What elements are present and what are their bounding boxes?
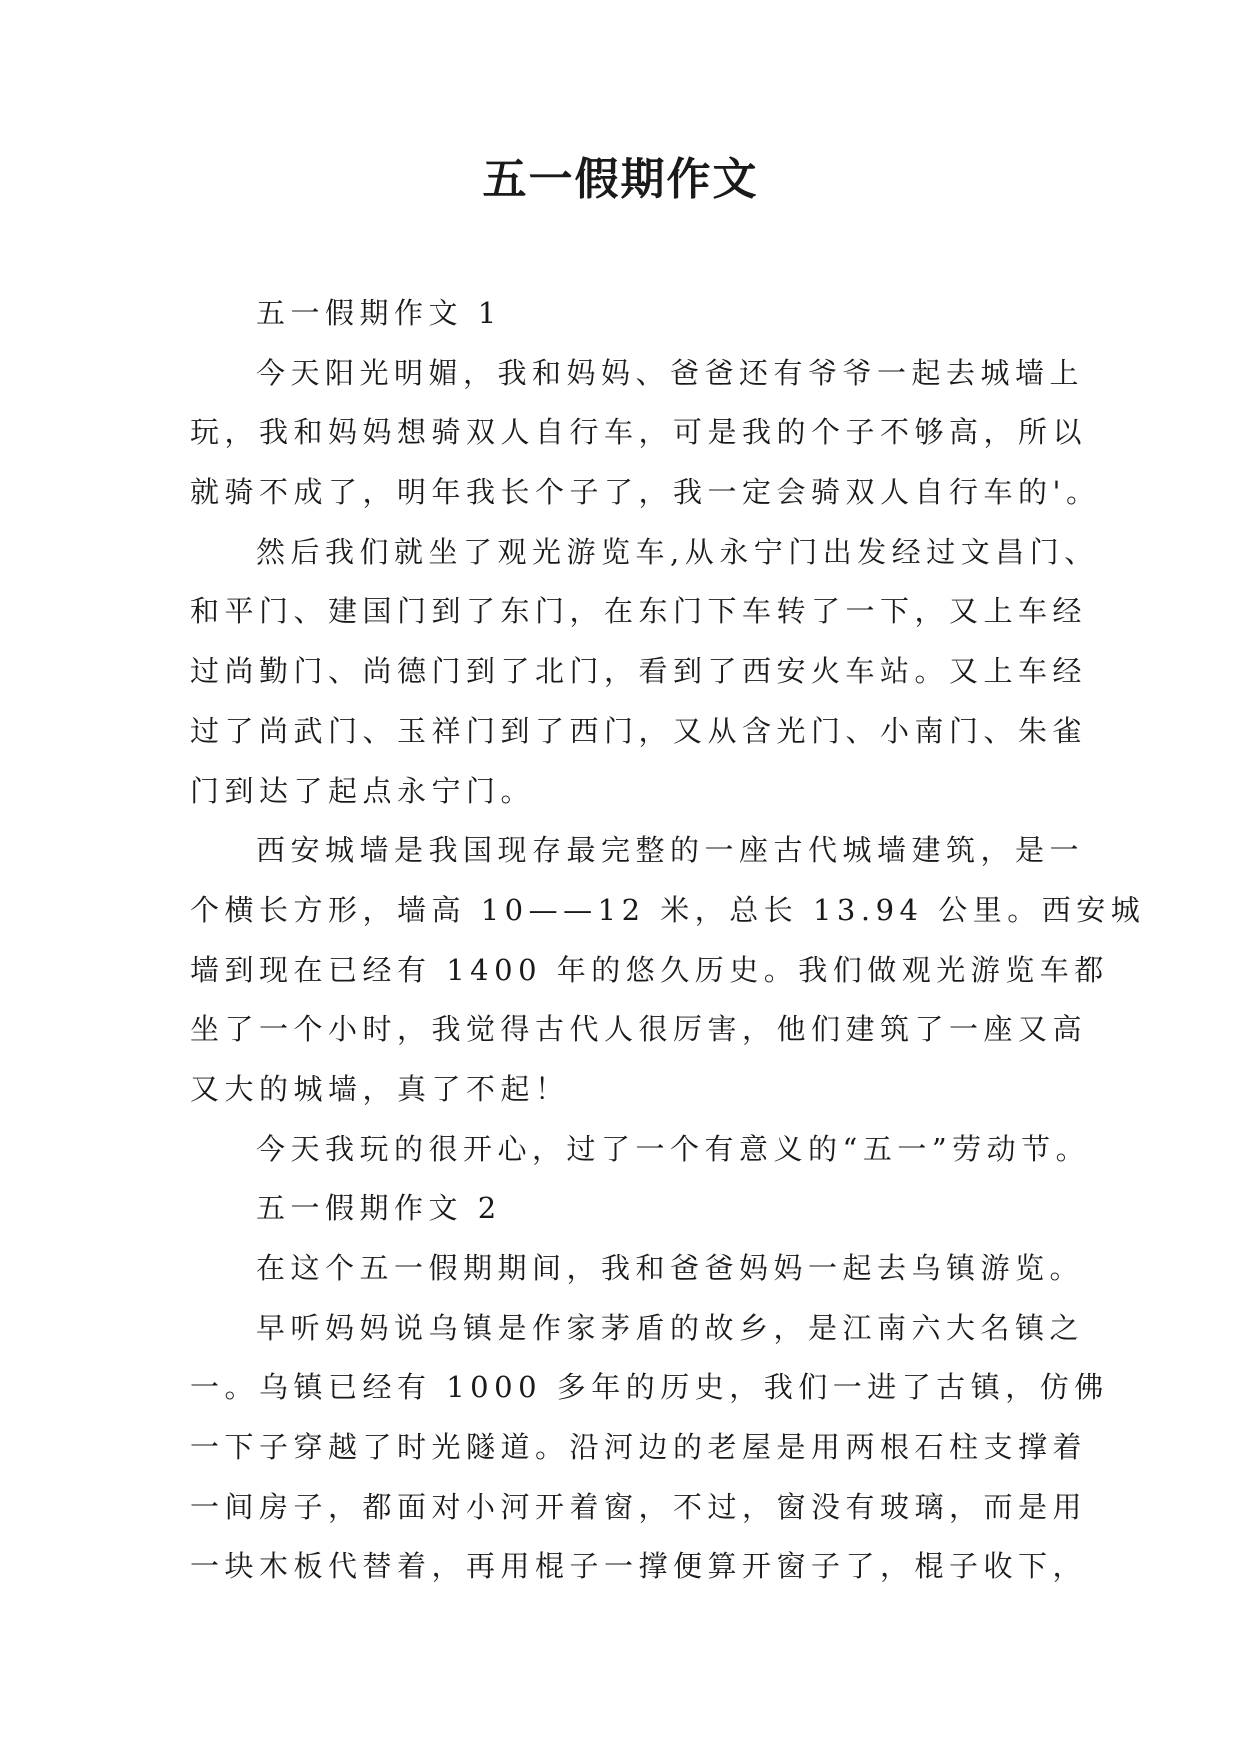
text-line: 个横长方形，墙高 10——12 米，总长 13.94 公里。西安城 xyxy=(190,892,1146,927)
text-line: 一。乌镇已经有 1000 多年的历史，我们一进了古镇，仿佛 xyxy=(190,1370,1109,1405)
text-line: 墙到现在已经有 1400 年的悠久历史。我们做观光游览车都 xyxy=(190,952,1109,987)
text-line: 五一假期作文 2 xyxy=(256,1191,502,1226)
document-body xyxy=(190,284,1146,1597)
text-line: 今天阳光明媚，我和妈妈、爸爸还有爷爷一起去城墙上 xyxy=(256,355,1085,390)
text-line: 一下子穿越了时光隧道。沿河边的老屋是用两根石柱支撑着 xyxy=(190,1430,1088,1465)
text-line: 过尚勤门、尚德门到了北门，看到了西安火车站。又上车经 xyxy=(190,654,1088,689)
text-line: 过了尚武门、玉祥门到了西门，又从含光门、小南门、朱雀 xyxy=(190,713,1088,748)
text-line: 然后我们就坐了观光游览车,从永宁门出发经过文昌门、 xyxy=(256,534,1099,569)
text-line: 又大的城墙，真了不起！ xyxy=(190,1071,570,1106)
document-title: 五一假期作文 xyxy=(482,154,759,205)
text-line: 五一假期作文 1 xyxy=(256,296,502,330)
text-line: 玩，我和妈妈想骑双人自行车，可是我的个子不够高，所以 xyxy=(190,415,1088,450)
text-line: 门到达了起点永宁门。 xyxy=(190,773,536,808)
text-line: 坐了一个小时，我觉得古代人很厉害，他们建筑了一座又高 xyxy=(190,1012,1088,1047)
text-line: 一块木板代替着，再用棍子一撑便算开窗子了，棍子收下， xyxy=(190,1549,1088,1584)
text-line: 就骑不成了，明年我长个子了，我一定会骑双人自行车的'。 xyxy=(190,475,1101,510)
text-line: 西安城墙是我国现存最完整的一座古代城墙建筑，是一 xyxy=(256,833,1085,868)
text-line: 在这个五一假期期间，我和爸爸妈妈一起去乌镇游览。 xyxy=(256,1251,1085,1285)
text-line: 早听妈妈说乌镇是作家茅盾的故乡，是江南六大名镇之 xyxy=(256,1310,1085,1345)
text-line: 和平门、建国门到了东门，在东门下车转了一下，又上车经 xyxy=(190,594,1088,629)
text-line: 今天我玩的很开心，过了一个有意义的“五一”劳动节。 xyxy=(256,1131,1091,1166)
text-line: 一间房子，都面对小河开着窗，不过，窗没有玻璃，而是用 xyxy=(190,1489,1088,1524)
